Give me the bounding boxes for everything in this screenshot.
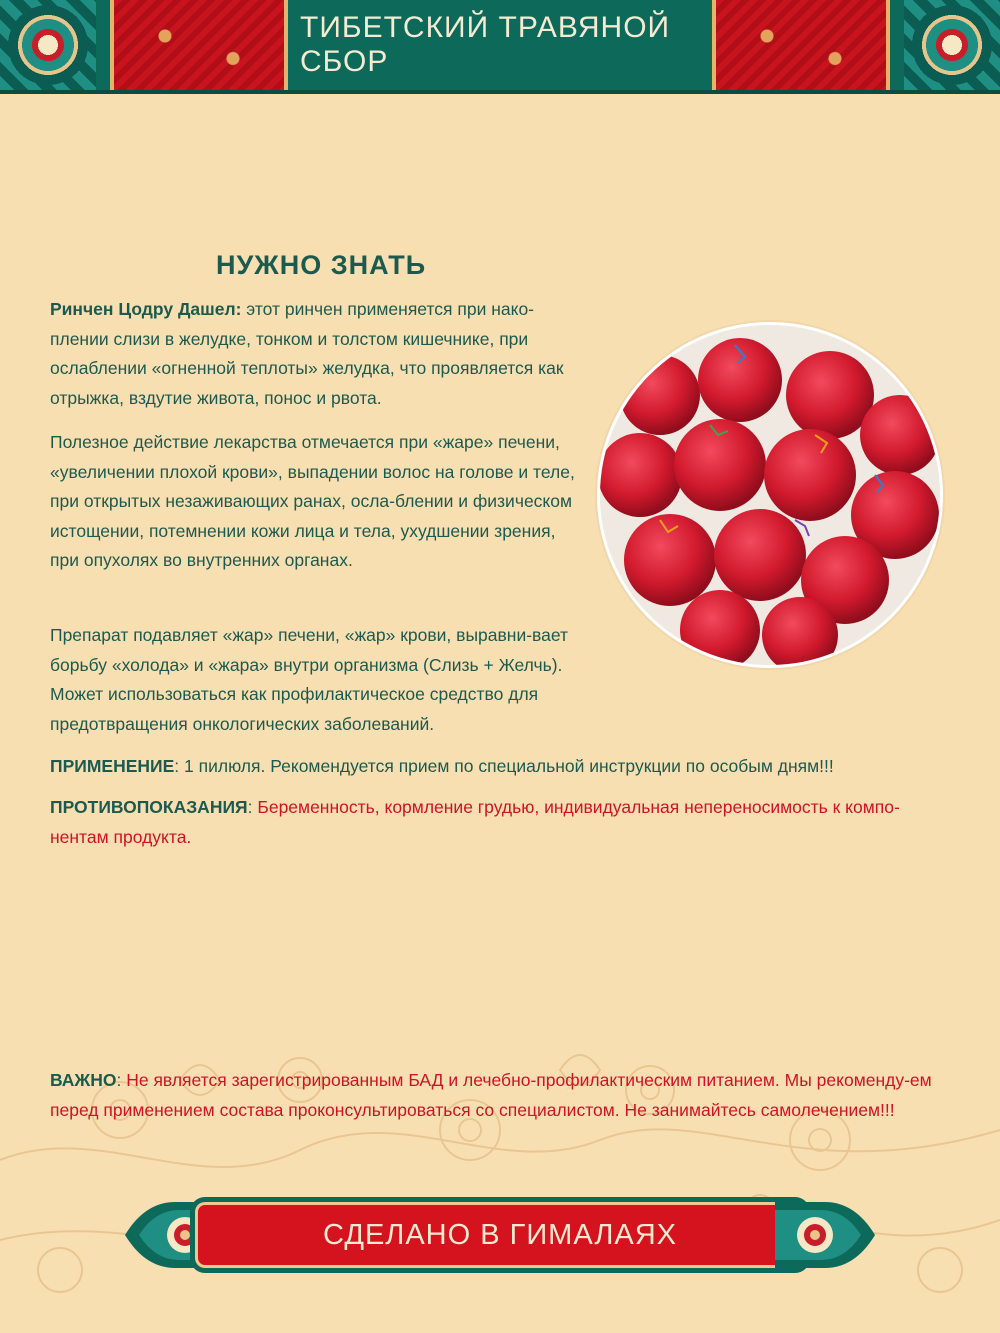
usage-label: ПРИМЕНЕНИЕ [50, 756, 175, 776]
footer-banner [115, 1192, 885, 1282]
dragon-panel-left-icon [110, 0, 288, 90]
paragraph-text: Полезное действие лекарства отмечается при «жаре» печени, «увеличении плохой крови», выпадении волос на голове и теле, при открытых незаживающих ранах, осла-блении и физическом истощении, потемнении кожи лица и тела, ухудшении зрения, при опухолях во внутренних органах. [50, 432, 575, 570]
usage-line [50, 752, 950, 782]
footer-text: СДЕЛАНО В ГИМАЛАЯХ [323, 1218, 677, 1251]
usage-text: : 1 пилюля. Рекомендуется прием по специальной инструкции по особым дням!!! [174, 756, 834, 776]
ornament-cap-right-icon [775, 1192, 885, 1278]
product-name: Ринчен Цодру Дашел: [50, 299, 242, 319]
important-text: Не является зарегистрированным БАД и лечебно-профилактическим питанием. Мы рекоменду-ем перед применением состава проконсультироваться со специалистом. Не занимайтесь самолечением!!! [50, 1070, 932, 1120]
contraindications-label: ПРОТИВОПОКАЗАНИЯ [50, 797, 248, 817]
paragraph-benefits [50, 428, 585, 576]
ornament-left-icon [0, 0, 96, 90]
important-colon: : [116, 1070, 127, 1090]
page-title: ТИБЕТСКИЙ ТРАВЯНОЙ СБОР [300, 11, 671, 78]
product-photo [597, 322, 943, 668]
paragraph-description [50, 295, 585, 413]
important-label: ВАЖНО [50, 1070, 117, 1090]
dragon-panel-right-icon [712, 0, 890, 90]
paragraph-text: Препарат подавляет «жар» печени, «жар» крови, выравни-вает борьбу «холода» и «жара» внутри организма (Слизь + Желчь). Может использоваться как профилактическое средство для предотвращения онкологических заболеваний. [50, 625, 569, 734]
header-divider [0, 90, 1000, 94]
contraindications-line [50, 793, 950, 852]
header-band [0, 0, 1000, 90]
contraindications-text: Беременность, кормление грудью, индивидуальная непереносимость к компо-нентам продукта. [50, 797, 900, 847]
red-pills-image [600, 325, 940, 665]
contraindications-colon: : [247, 797, 258, 817]
paragraph-text: этот ринчен применяется при нако-плении слизи в желудке, тонком и толстом кишечнике, при ослаблении «огненной теплоты» желудка, что проявляется как отрыжка, вздутие живота, понос и рвота. [50, 299, 564, 408]
paragraph-action [50, 621, 585, 739]
section-title: НУЖНО ЗНАТЬ [216, 250, 427, 280]
ornament-right-icon [904, 0, 1000, 90]
important-notice [50, 1066, 950, 1125]
